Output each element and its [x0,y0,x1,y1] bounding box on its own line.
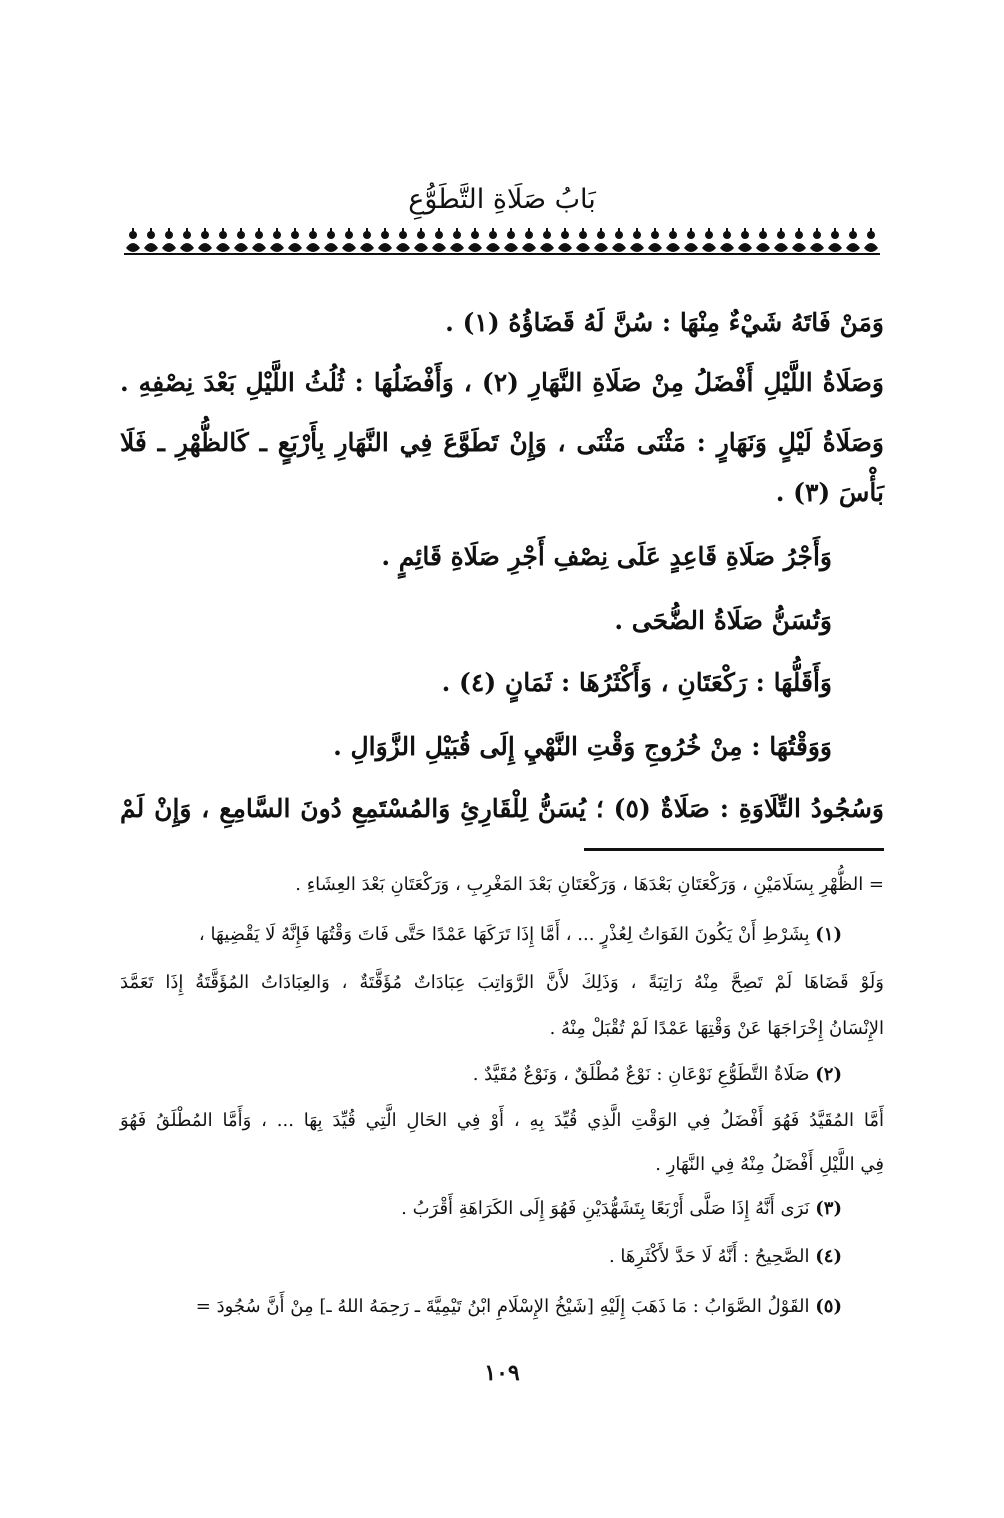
footnote-4-text: الصَّحِيحُ : أَنَّهُ لَا حَدَّ لأَكْثَرِهَا . [608,1246,810,1267]
main-paragraph-3-line-1: وَصَلَاةُ لَيْلٍ وَنَهَارٍ : مَثْنَى مَثْنَى ، وَإِنْ تَطَوَّعَ فِي النَّهَارِ بِأَرْبَعٍ ـ كَالظُّهْرِ ـ فَلَا [120,428,884,457]
main-paragraph-3-line-2: بَأْسَ (٣) . [775,478,884,507]
footnote-1-line-2: وَلَوْ قَضَاهَا لَمْ تَصِحَّ مِنْهُ رَاتِبَةً ، وَذَلِكَ لأَنَّ الرَّوَاتِبَ عِبَادَاتٌ مُؤَقَّتَةٌ ، وَالعِبَادَاتُ المُؤَقَّتَةُ إِذَا تَعَمَّدَ [120,972,884,993]
main-paragraph-5: وَتُسَنُّ صَلَاةُ الضُّحَى . [614,606,832,635]
footnote-3-text: نَرَى أَنَّهُ إِذَا صَلَّى أَرْبَعًا بِتَشَهُّدَيْنِ فَهُوَ إِلَى الكَرَاهَةِ أَقْرَبُ . [401,1198,810,1219]
footnote-5-number: (٥) [815,1296,842,1317]
footnote-1-line-3: الإِنْسَانُ إِخْرَاجَهَا عَنْ وَقْتِهَا عَمْدًا لَمْ تُقْبَلْ مِنْهُ . [549,1018,884,1039]
main-paragraph-1: وَمَنْ فَاتَهُ شَيْءٌ مِنْهَا : سُنَّ لَهُ قَضَاؤُهُ (١) . [445,308,884,337]
footnote-continuation: = الظُّهْرِ بِسَلَامَيْنِ ، وَرَكْعَتَانِ بَعْدَهَا ، وَرَكْعَتَانِ بَعْدَ المَغْرِبِ ، وَرَكْعَتَانِ بَعْدَ العِشَاءِ . [295,874,884,895]
main-paragraph-8: وَسُجُودُ التِّلَاوَةِ : صَلَاةٌ (٥) ؛ يُسَنُّ لِلْقَارِئِ وَالمُسْتَمِعِ دُونَ السَّامِعِ ، وَإِنْ لَمْ [120,794,885,823]
footnote-4-number: (٤) [815,1246,842,1267]
footnote-1-line-1 [199,922,884,948]
main-paragraph-4: وَأَجْرُ صَلَاةِ قَاعِدٍ عَلَى نِصْفِ أَجْرِ صَلَاةِ قَائِمٍ . [381,542,832,571]
footnote-2-line-1 [473,1062,884,1088]
footnote-1-text: بِشَرْطِ أَنْ يَكُونَ الفَوَاتُ لِعُذْرٍ ... ، أَمَّا إِذَا تَرَكَهَا عَمْدًا حَتَّى فَاتَ وَقْتُهَا فَإِنَّهُ لَا يَقْضِيهَا ، [198,924,810,945]
footnote-5-text: القَوْلُ الصَّوَابُ : مَا ذَهَبَ إِلَيْهِ [شَيْخُ الإِسْلَامِ ابْنُ تَيْمِيَّةَ ـ رَحِمَهُ اللهُ ـ] مِنْ أَنَّ سُجُودَ = [195,1296,810,1317]
footnote-1-number: (١) [815,924,842,945]
footnote-5 [196,1294,884,1320]
main-paragraph-7: وَوَقْتُهَا : مِنْ خُرُوجِ وَقْتِ النَّهْيِ إِلَى قُبَيْلِ الزَّوَالِ . [333,732,832,761]
footnote-4 [609,1244,884,1270]
main-paragraph-6: وَأَقَلُّهَا : رَكْعَتَانِ ، وَأَكْثَرُهَا : ثَمَانٍ (٤) . [441,668,832,697]
footnote-3 [401,1196,884,1222]
footnote-3-number: (٣) [815,1198,842,1219]
footnote-2-line-2: أَمَّا المُقَيَّدُ فَهُوَ أَفْضَلُ فِي الوَقْتِ الَّذِي قُيِّدَ بِهِ ، أَوْ فِي الحَالِ الَّتِي قُيِّدَ بِهَا ... ، وَأَمَّا المُطْلَقُ فَهُوَ [120,1110,884,1131]
footnote-separator [584,848,884,851]
main-paragraph-2: وَصَلَاةُ اللَّيْلِ أَفْضَلُ مِنْ صَلَاةِ النَّهَارِ (٢) ، وَأَفْضَلُهَا : ثُلُثُ اللَّيْلِ بَعْدَ نِصْفِهِ . [120,368,884,397]
ornamental-border [124,226,880,256]
footnote-2-number: (٢) [815,1064,842,1085]
footnote-2-line-3: فِي اللَّيْلِ أَفْضَلُ مِنْهُ فِي النَّهَارِ . [655,1154,884,1175]
chapter-title: بَابُ صَلَاةِ التَّطَوُّعِ [408,184,596,215]
footnote-2-text: صَلَاةُ التَّطَوُّعِ نَوْعَانِ : نَوْعٌ مُطْلَقٌ ، وَنَوْعٌ مُقَيَّدٌ . [472,1064,810,1085]
page-number: ١٠٩ [484,1360,520,1386]
